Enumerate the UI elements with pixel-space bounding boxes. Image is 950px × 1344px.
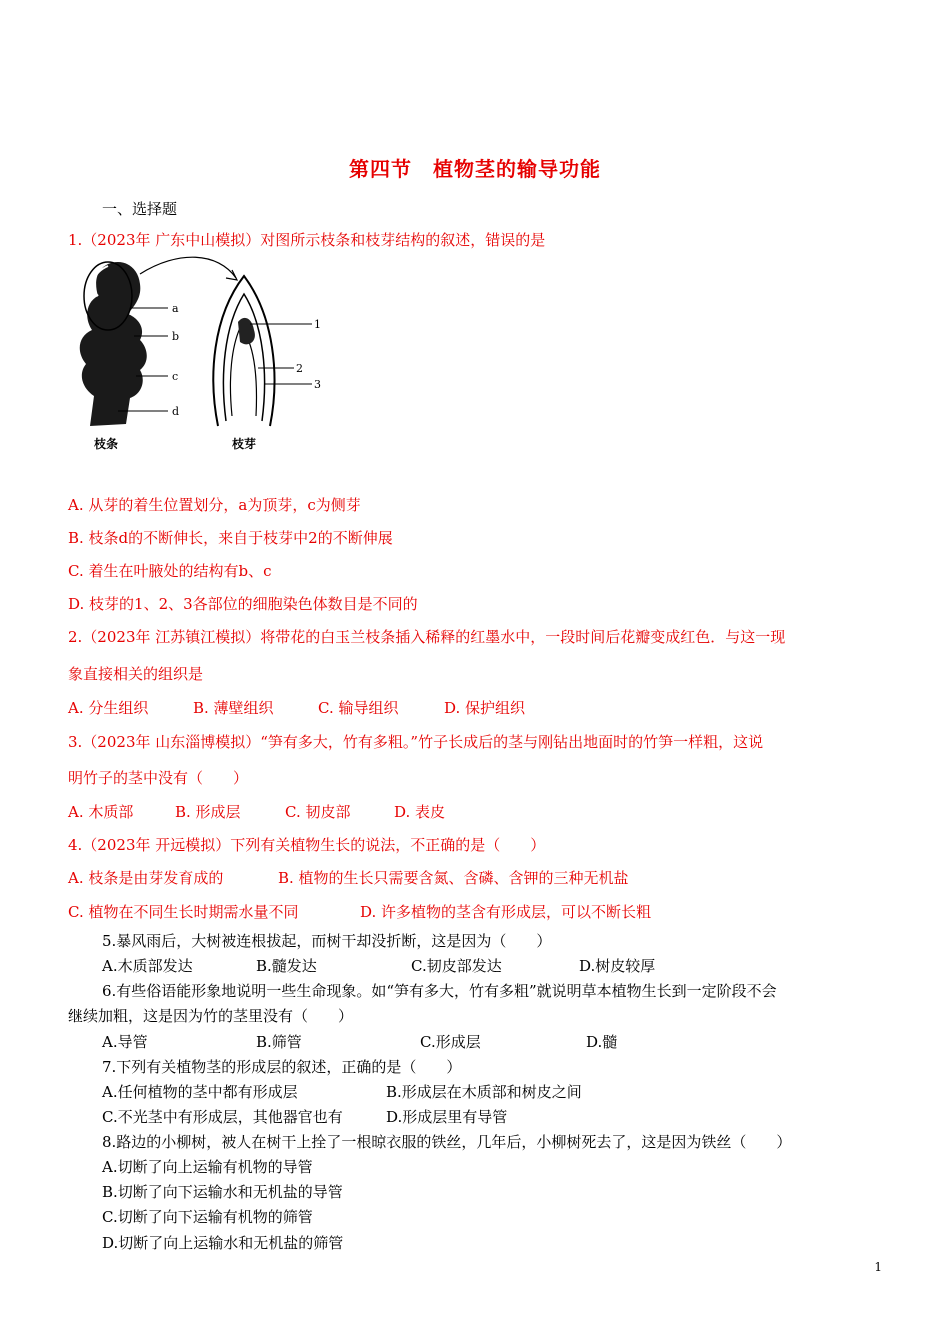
label-2: 2	[296, 362, 303, 375]
q5-stem: 5.暴风雨后，大树被连根拔起，而树干却没折断，这是因为（ ）	[102, 932, 552, 950]
q6-option-d: D.髓	[586, 1033, 618, 1051]
section-heading: 一、选择题	[102, 200, 178, 218]
q1-option-d: D. 枝芽的1、2、3各部位的细胞染色体数目是不同的	[68, 595, 418, 613]
q2-option-d: D. 保护组织	[444, 699, 526, 717]
q5-option-d: D.树皮较厚	[579, 957, 656, 975]
label-b: b	[172, 330, 180, 343]
q7-option-b: B.形成层在木质部和树皮之间	[386, 1083, 582, 1101]
q3-option-a: A. 木质部	[68, 803, 134, 821]
label-a: a	[172, 302, 179, 315]
q8-option-c: C.切断了向下运输有机物的筛管	[102, 1208, 313, 1226]
q8-stem: 8.路边的小柳树，被人在树干上拴了一根晾衣服的铁丝，几年后，小柳树死去了，这是因为铁丝（ ）	[102, 1133, 792, 1151]
q7-option-d: D.形成层里有导管	[386, 1108, 508, 1126]
q3-option-d: D. 表皮	[394, 803, 446, 821]
q6-option-b: B.筛管	[256, 1033, 302, 1051]
q1-figure	[68, 256, 338, 456]
q5-option-a: A.木质部发达	[102, 957, 193, 975]
q5-option-b: B.髓发达	[256, 957, 317, 975]
q3-option-b: B. 形成层	[175, 803, 241, 821]
q8-option-b: B.切断了向下运输水和无机盐的导管	[102, 1183, 343, 1201]
q6-option-c: C.形成层	[420, 1033, 481, 1051]
q4-option-a: A. 枝条是由芽发育成的	[68, 869, 224, 887]
label-c: c	[172, 370, 179, 383]
q3-option-c: C. 韧皮部	[285, 803, 351, 821]
q2-stem-line1: 2.（2023年 江苏镇江模拟）将带花的白玉兰枝条插入稀释的红墨水中，一段时间后花瓣变成红色．与这一现	[68, 628, 786, 646]
q4-stem: 4.（2023年 开远模拟）下列有关植物生长的说法，不正确的是（ ）	[68, 836, 546, 854]
q2-option-b: B. 薄壁组织	[193, 699, 274, 717]
label-3: 3	[314, 378, 321, 391]
q4-option-c: C. 植物在不同生长时期需水量不同	[68, 903, 299, 921]
q4-option-d: D. 许多植物的茎含有形成层，可以不断长粗	[360, 903, 652, 921]
q2-stem-line2: 象直接相关的组织是	[68, 665, 204, 683]
label-1: 1	[314, 318, 321, 331]
caption-bud: 枝芽	[232, 437, 257, 451]
q5-option-c: C.韧皮部发达	[411, 957, 502, 975]
branch-bud-diagram	[68, 256, 338, 456]
page-number: 1	[874, 1260, 882, 1274]
q4-option-b: B. 植物的生长只需要含氮、含磷、含钾的三种无机盐	[278, 869, 629, 887]
q6-stem-line1: 6.有些俗语能形象地说明一些生命现象。如“笋有多大，竹有多粗”就说明草本植物生长到一定阶段不会	[102, 982, 777, 1000]
q1-option-c: C. 着生在叶腋处的结构有b、c	[68, 562, 272, 580]
q6-option-a: A.导管	[102, 1033, 148, 1051]
q3-stem-line1: 3.（2023年 山东淄博模拟）“笋有多大，竹有多粗。”竹子长成后的茎与刚钻出地面时的竹笋一样粗，这说	[68, 733, 764, 751]
q8-option-a: A.切断了向上运输有机物的导管	[102, 1158, 313, 1176]
q1-option-a: A. 从芽的着生位置划分，a为顶芽，c为侧芽	[68, 496, 361, 514]
page-title: 第四节 植物茎的输导功能	[349, 157, 601, 181]
q2-option-a: A. 分生组织	[68, 699, 149, 717]
q6-stem-line2: 继续加粗，这是因为竹的茎里没有（ ）	[68, 1007, 354, 1025]
label-d: d	[172, 405, 180, 418]
q1-stem: 1.（2023年 广东中山模拟）对图所示枝条和枝芽结构的叙述，错误的是	[68, 231, 546, 249]
caption-branch: 枝条	[94, 437, 119, 451]
q7-option-c: C.不光茎中有形成层，其他器官也有	[102, 1108, 343, 1126]
q7-option-a: A.任何植物的茎中都有形成层	[102, 1083, 298, 1101]
q7-stem: 7.下列有关植物茎的形成层的叙述，正确的是（ ）	[102, 1058, 462, 1076]
q2-option-c: C. 输导组织	[318, 699, 399, 717]
q3-stem-line2: 明竹子的茎中没有（ ）	[68, 769, 249, 787]
q8-option-d: D.切断了向上运输水和无机盐的筛管	[102, 1234, 344, 1252]
q1-option-b: B. 枝条d的不断伸长，来自于枝芽中2的不断伸展	[68, 529, 393, 547]
